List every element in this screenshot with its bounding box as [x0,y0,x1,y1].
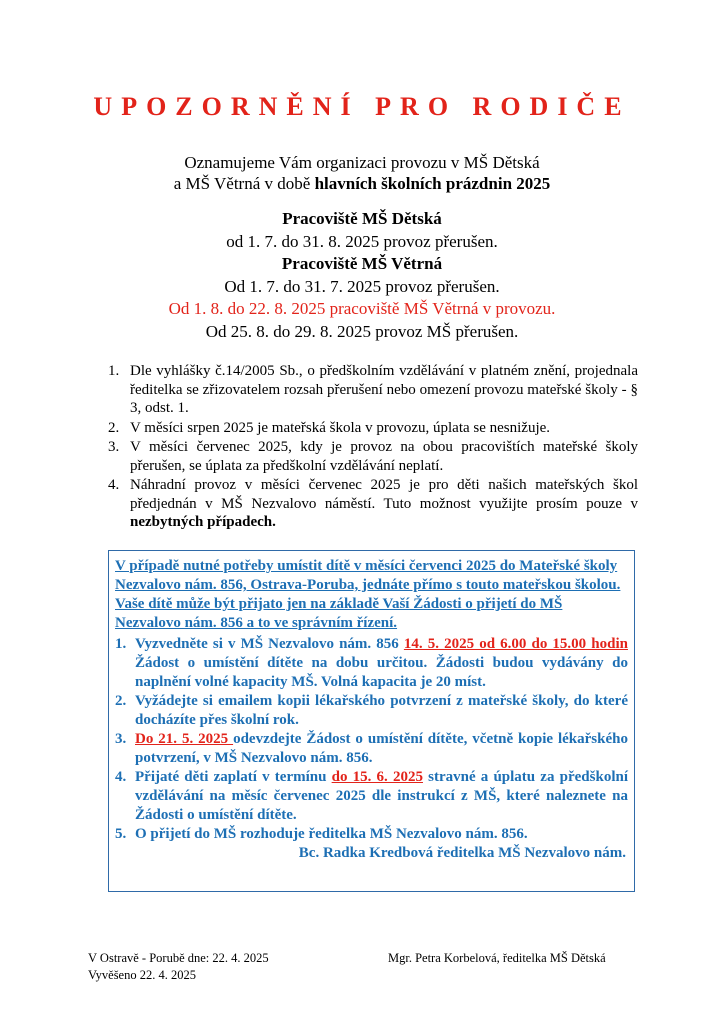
box-signature: Bc. Radka Kredbová ředitelka MŠ Nezvalovo nám. [298,845,626,861]
box-step-number: 2. [115,693,127,709]
box-step-number: 5. [115,826,127,842]
terms-item-number: 4. [108,477,120,493]
box-step-text-end: Žádost o umístění dítěte na dobu určitou. Žádosti budou vydávány do naplnění volné kapacity MŠ. Volná kapacita je 20 míst. [135,655,628,690]
terms-item-number: 1. [108,363,120,379]
box-step-deadline: do 15. 6. 2025 [331,769,423,785]
terms-item-text: V měsíci srpen 2025 je mateřská škola v provozu, úplata se nesnižuje. [130,419,551,436]
detska-schedule: od 1. 7. do 31. 8. 2025 provoz přerušen. [226,231,498,251]
intro-line-2-bold: hlavních školních prázdnin 2025 [314,174,551,193]
box-step-text-end: odevzdejte Žádost o umístění dítěte, včetně kopie lékařského potvrzení, v MŠ Nezvalovo nám. 856. [135,731,628,766]
box-step [115,692,628,730]
schedule-block [0,208,724,343]
box-step-text: Přijaté děti zaplatí v termínu [135,769,332,785]
box-step [115,768,628,825]
box-step-number: 1. [115,636,127,652]
vetrna-schedule-3: Od 25. 8. do 29. 8. 2025 provoz MŠ přerušen. [205,321,519,341]
terms-item-number: 2. [108,419,120,436]
vetrna-schedule-2: Od 1. 8. do 22. 8. 2025 pracoviště MŠ Větrná v provozu. [168,299,556,318]
box-intro-1: V případě nutné potřeby umístit dítě v měsíci červenci 2025 do Mateřské školy Nezvalovo nám. 856, Ostrava-Poruba, jednáte přímo s touto mateřskou školou. [115,558,621,593]
box-step [115,825,628,844]
footer-left [88,950,269,984]
intro-line-1: Oznamujeme Vám organizaci provozu v MŠ Dětská [184,153,540,172]
box-steps-list [115,635,628,844]
box-step-deadline: Do 21. 5. 2025 [135,731,234,747]
box-step-number: 4. [115,769,127,785]
terms-item [100,419,638,438]
intro-block [0,152,724,194]
detska-heading: Pracoviště MŠ Dětská [282,209,442,228]
intro-line-2-text: a MŠ Větrná v době [173,174,315,193]
terms-item [100,362,638,418]
box-step [115,635,628,692]
terms-item [100,476,638,532]
terms-item [100,438,638,475]
footer-place-date: V Ostravě - Porubě dne: 22. 4. 2025 [88,951,269,965]
terms-item-text: Dle vyhlášky č.14/2005 Sb., o předškolním vzdělávání v platném znění, projednala ředitelka se zřizovatelem rozsah přerušení nebo omezení provozu mateřské školy - § 3, odst. 1. [130,363,638,416]
page-title: UPOZORNĚNÍ PRO RODIČE [93,92,631,121]
box-step [115,730,628,768]
box-step-deadline: 14. 5. 2025 od 6.00 do 15.00 hodin [403,636,628,652]
terms-list [100,362,638,533]
box-step-text: O přijetí do MŠ rozhoduje ředitelka MŠ Nezvalovo nám. 856. [135,826,528,842]
terms-item-text: V měsíci červenec 2025, kdy je provoz na obou pracovištích mateřské školy přerušen, se úplata za předškolní vzdělávání neplatí. [130,439,638,474]
box-step-text: Vyzvedněte si v MŠ Nezvalovo nám. 856 [135,636,404,652]
intro-line-2 [0,173,724,194]
notice-box [108,550,635,892]
terms-item-number: 3. [108,439,120,455]
footer-signature: Mgr. Petra Korbelová, ředitelka MŠ Dětská [388,951,606,965]
box-intro-2: Vaše dítě může být přijato jen na základě Vaší Žádosti o přijetí do MŠ Nezvalovo nám. 856 a to ve správním řízení. [115,596,563,631]
box-step-text: Vyžádejte si emailem kopii lékařského potvrzení z mateřské školy, do které docházíte přes školní rok. [135,693,628,728]
box-step-text-end: stravné a úplatu za předškolní vzdělávání na měsíc červenec 2025 dle instrukcí z MŠ, které naleznete na Žádosti o umístění dítěte. [135,769,628,823]
vetrna-heading: Pracoviště MŠ Větrná [281,254,443,273]
box-step-number: 3. [115,731,127,747]
terms-item-text: Náhradní provoz v měsíci červenec 2025 je pro děti našich mateřských škol předjednán v MŠ Nezvalovo náměstí. Tuto možnost využijte prosím pouze v [130,477,638,512]
terms-item-bold: nezbytných případech. [130,514,276,530]
vetrna-schedule-1: Od 1. 7. do 31. 7. 2025 provoz přerušen. [224,276,500,296]
footer-posted: Vyvěšeno 22. 4. 2025 [88,968,196,982]
